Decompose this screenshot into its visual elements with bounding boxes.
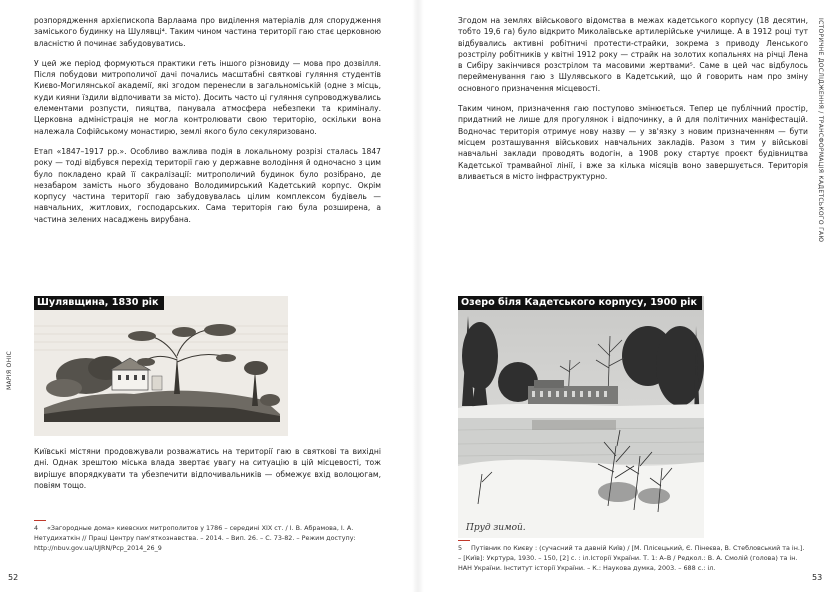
engraving-illustration — [34, 296, 288, 436]
figure-caption: Шулявщина, 1830 рік — [34, 296, 164, 310]
footnote-number: 4 — [34, 524, 39, 532]
photo-inscription: Пруд зимой. — [466, 523, 526, 533]
right-page — [418, 0, 836, 592]
footnote-rule — [458, 540, 470, 541]
paragraph: розпорядження архієпископа Варлаама про виділення матеріалів для спорудження заміського будинку на Шулявці⁴. Таким чином частина території гаю стає церковною власністю й починає забудовуватись. — [34, 16, 381, 48]
paragraph: Таким чином, призначення гаю поступово змінюється. Тепер це публічний простір, придатний не лише для прогулянок і відпочинку, а й для політичних маніфестацій. Водночас територія отримує нову назву — у зв'язку з новим призначенням — бути місцем розташування військових навчальних закладів. Разом з тим у військові навчальні заклади проводять водогін, а 1908 року стартує проєкт будівництва Кадетської трамвайної лінії, і вже за кілька місяців воно завершується. Територія вливається в місто інфраструктурно. — [458, 104, 808, 181]
page-number: 52 — [8, 573, 19, 582]
figure-shuliavshchyna — [34, 296, 288, 436]
paragraph: У цей же період формуються практики геть іншого різновиду — мова про дозвілля. Після побудови митрополичої дачі почались масштабні святкові гуляння студентів Києво-Могилянської академії, які згодом перенесли в загальноміській (одне з місць, куди кияни їздили відпочивати за місто). Досить часто ці гуляння супроводжувались елементами розпусти, пияцтва, панувала атмосфера небезпеки та криміналу. Церковна адміністрація не могла контролювати свою територію, оскільки вона належала Софійському монастирю, землі якого було секуляризовано. — [34, 58, 381, 136]
figure-caption: Озеро біля Кадетського корпусу, 1900 рік — [458, 296, 702, 310]
book-gutter — [412, 0, 424, 592]
left-body-text — [34, 15, 381, 225]
footnote-text: «Загородные дома» киевских митрополитов у 1786 – середині XIX ст. / І. В. Абрамова, І. А. Нетудихаткін // Праці Центру пам'яткознавства. – 2014. – Вип. 26. – С. 73-82. – Режим доступу: http://nbuv.gov.ua/UJRN/Pcp_2014_26_9 — [34, 524, 356, 552]
paragraph: Київські містяни продовжували розважатись на території гаю в святкові та вихідні дні. Однак зрештою міська влада звертає увагу на ситуацію в цій місцевості, тож вирішує впорядкувати та убезпечити відпочивальників — обмежує вхід волоцюгам, повіям тощо. — [34, 447, 381, 490]
footnote — [34, 523, 384, 553]
page-number: 53 — [812, 573, 823, 582]
footnote-text: Путівник по Києву : (сучасний та давній Київ) / [М. Плісецький, Є. Пінеєва, В. Стебловський та ін.]. – [Київ]: Укртура, 1930. – 150, [2] с. : іл.Історії України. Т. 1: А–В / Редкол.: В. А. Смолій (голова) та ін. НАН України. Інститут історії України. – К.: Наукова думка, 2003. – 688 с.: іл. — [458, 544, 805, 572]
right-body-text — [458, 15, 808, 182]
winter-lake-photo — [458, 296, 704, 538]
paragraph: Етап «1847–1917 рр.». Особливо важлива подія в локальному розрізі сталась 1847 року — тоді відбувся перехід території гаю у державне володіння й одночасно з цим було покладено край її сакралізації: митрополичий будинок було розібрано, де незабаром замість нього збудовано Володимирський Кадетський корпус. Окрім корпусу частина території гаю забудовувалась цілим комплексом будівель — навчальних, житлових, господарських. Сама територія гаю була розширена, а частина зелених насаджень вирубана. — [34, 146, 381, 224]
left-body-text-bottom — [34, 446, 381, 491]
figure-cadet-lake — [458, 296, 704, 538]
paragraph: Згодом на землях військового відомства в межах кадетського корпусу (18 десятин, тобто 19,6 га) було відкрито Миколаївське артилерійське училище. А в 1912 році тут відбувались активні робітничі протести-страйки, зокрема з приводу Ленського розстрілу робітників у квітні 1912 року — страйк на золотих копальнях на річці Лена в Сибіру закінчився розстрілом та масовими жертвами⁵. Саме в цей час відбулось перейменування гаю з Шулявського в Кадетський, що й говорить нам про зміну основного призначення місцевості. — [458, 16, 808, 93]
footnote-rule — [34, 520, 46, 521]
footnote-number: 5 — [458, 544, 463, 552]
author-running-head: МАРІЯ ОНІС — [6, 351, 13, 390]
section-running-head: ІСТОРИЧНЕ ДОСЛІДЖЕННЯ / ТРАНСФОРМАЦІЯ КАДЕТСЬКОГО ГАЮ — [817, 18, 824, 243]
footnote — [458, 543, 808, 573]
